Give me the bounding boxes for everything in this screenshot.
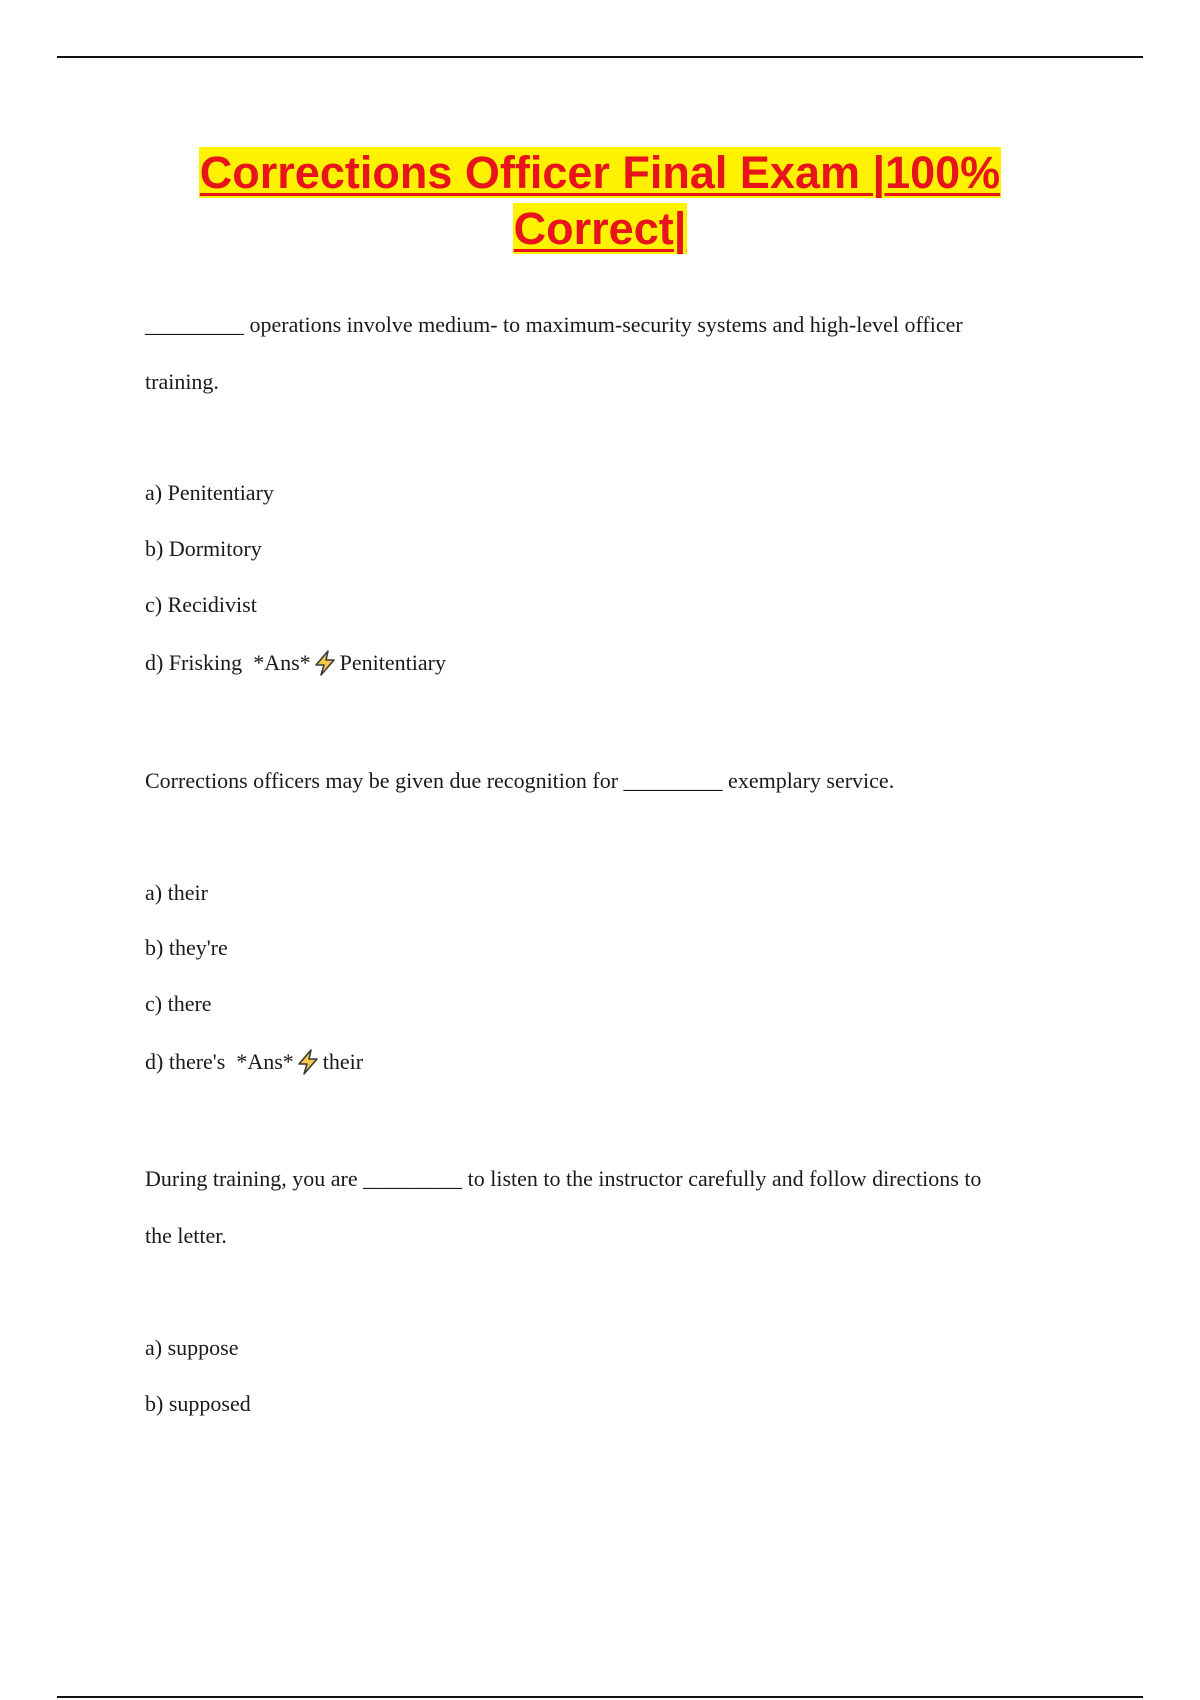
question-2-answer: their	[322, 1049, 364, 1074]
answer-marker: *Ans*	[236, 1049, 294, 1074]
question-3-stem-line-1: During training, you are _________ to listen to the instructor carefully and follow directions to	[145, 1166, 982, 1191]
question-2-option-c: c) there	[145, 991, 212, 1016]
question-2-option-a: a) their	[145, 880, 208, 905]
question-3-stem-line-2: the letter.	[145, 1223, 227, 1248]
question-1-option-d-line	[145, 649, 446, 677]
answer-marker: *Ans*	[253, 650, 311, 675]
header-rule	[57, 56, 1143, 58]
lightning-bolt-icon	[312, 649, 338, 677]
question-2-option-d-line	[145, 1048, 363, 1076]
lightning-bolt-icon	[295, 1048, 321, 1076]
question-1-stem-line-1: _________ operations involve medium- to maximum-security systems and high-level officer	[145, 312, 963, 337]
question-1-answer: Penitentiary	[339, 650, 446, 675]
question-1-option-c: c) Recidivist	[145, 592, 257, 617]
question-1-option-a: a) Penitentiary	[145, 480, 274, 505]
question-2-stem-line-1: Corrections officers may be given due recognition for _________ exemplary service.	[145, 768, 895, 793]
question-3-option-b: b) supposed	[145, 1391, 251, 1416]
page-title	[150, 145, 1050, 257]
question-1-stem-line-2: training.	[145, 369, 219, 394]
title-highlight: Corrections Officer Final Exam |100% Correct|	[199, 147, 1001, 254]
question-2-option-b: b) they're	[145, 935, 228, 960]
question-1-option-b: b) Dormitory	[145, 536, 262, 561]
question-3-option-a: a) suppose	[145, 1335, 239, 1360]
question-1-option-d: d) Frisking	[145, 650, 243, 675]
question-2-option-d: d) there's	[145, 1049, 226, 1074]
footer-rule	[57, 1696, 1143, 1698]
